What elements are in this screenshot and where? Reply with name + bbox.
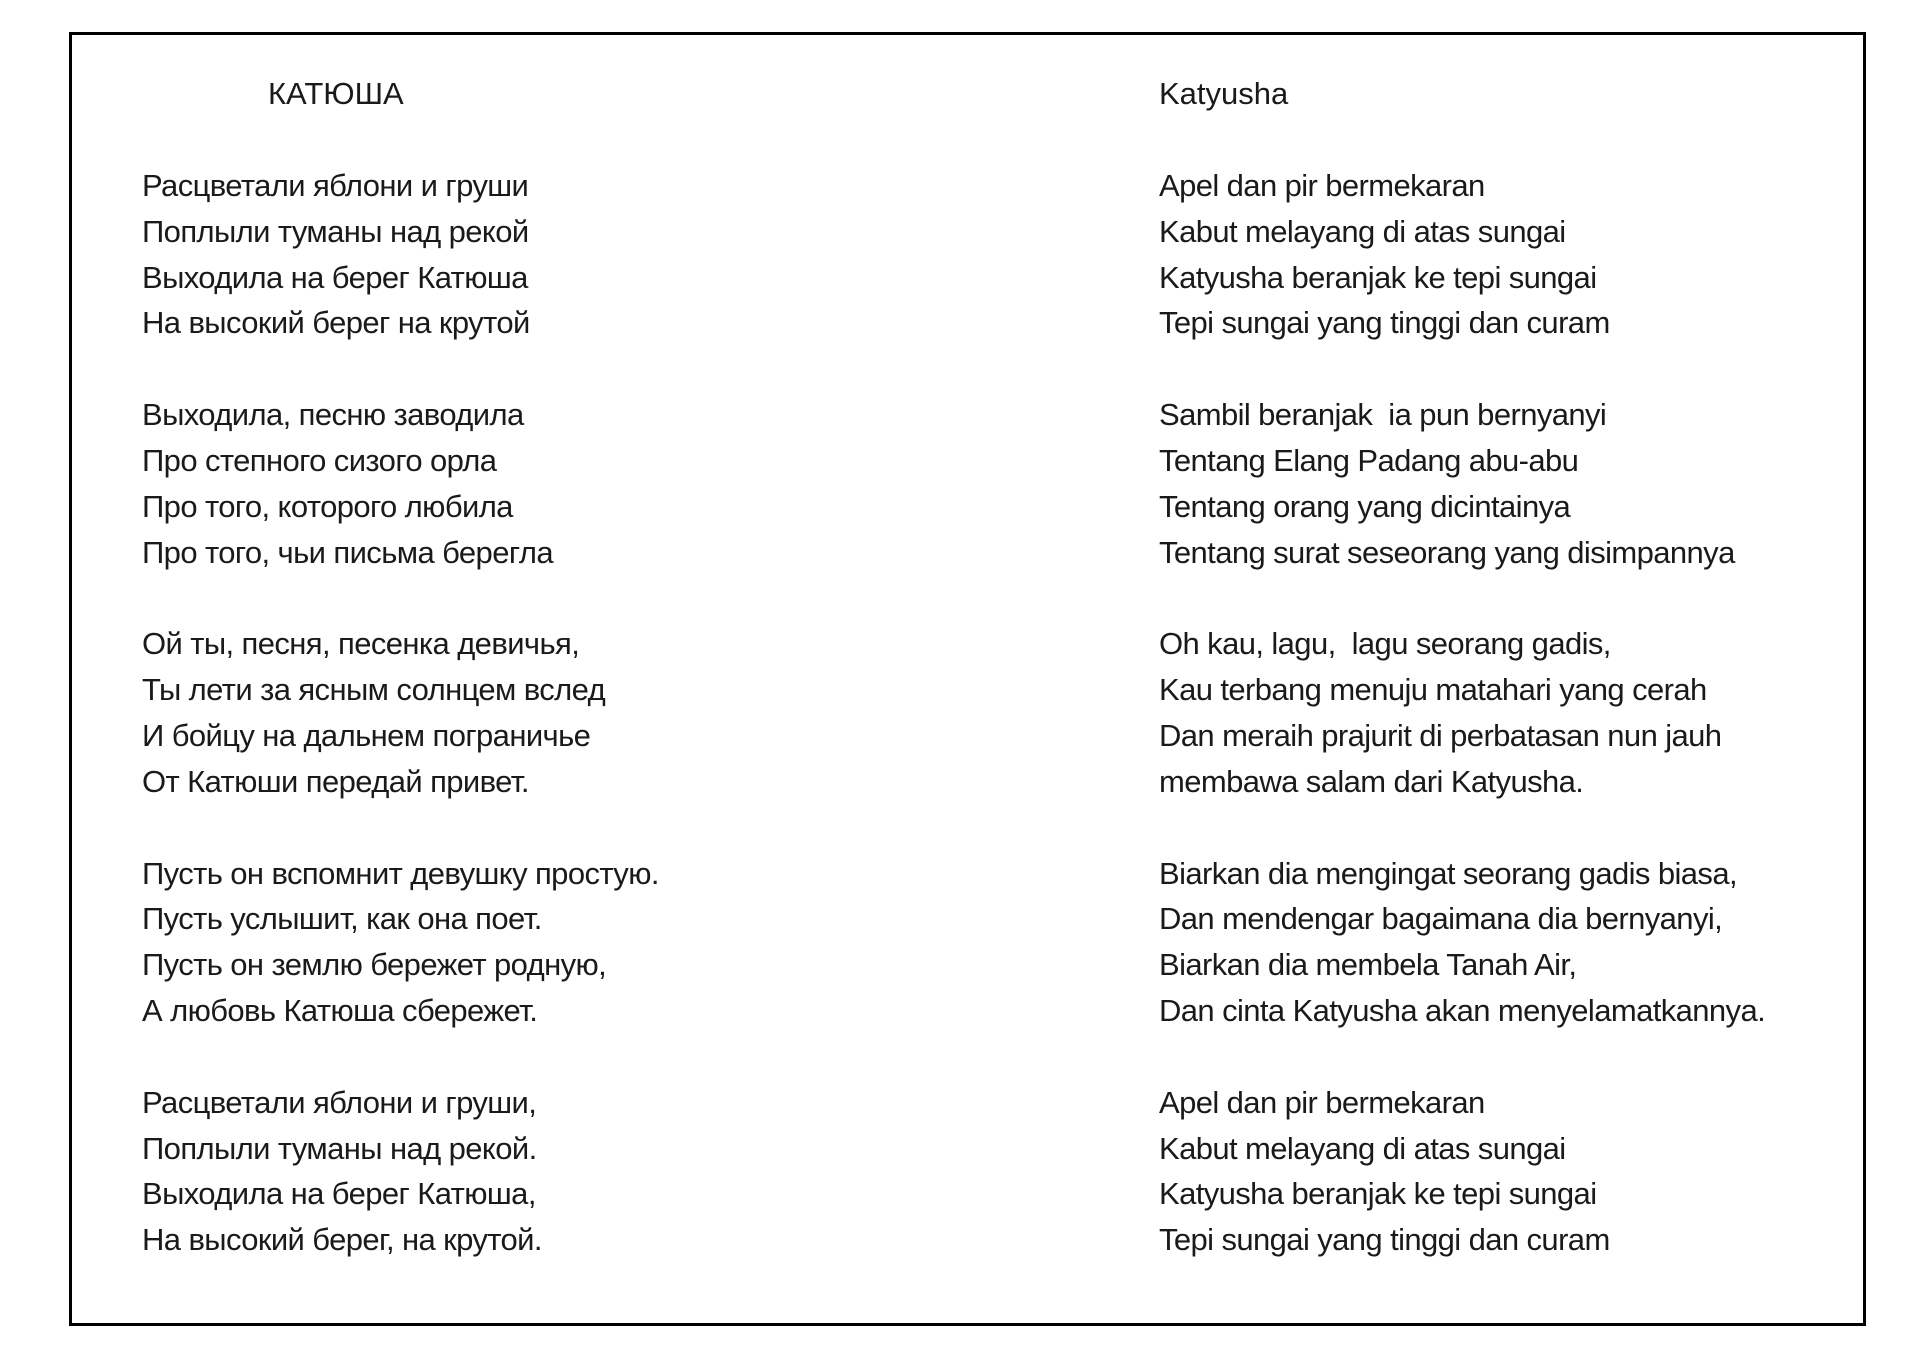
lyric-line: Пусть он вспомнит девушку простую. bbox=[142, 855, 659, 891]
lyric-line: Tepi sungai yang tinggi dan curam bbox=[1159, 1222, 1610, 1258]
stanza bbox=[1159, 163, 1765, 346]
stanza bbox=[142, 392, 659, 575]
stanza bbox=[1159, 851, 1765, 1034]
lyric-line: Dan mendengar bagaimana dia bernyanyi, bbox=[1159, 901, 1723, 937]
document-frame bbox=[69, 32, 1866, 1326]
lyric-line: Apel dan pir bermekaran bbox=[1159, 168, 1485, 203]
stanza bbox=[142, 1080, 659, 1263]
lyric-line: Biarkan dia mengingat seorang gadis biasa, bbox=[1159, 855, 1737, 891]
stanza bbox=[1159, 392, 1765, 575]
lyric-line: От Катюши передай привет. bbox=[142, 763, 529, 799]
lyric-line: Про степного сизого орла bbox=[142, 442, 497, 478]
lyric-line: Tentang surat seseorang yang disimpannya bbox=[1159, 534, 1735, 570]
lyric-line: Tentang Elang Padang abu-abu bbox=[1159, 442, 1579, 478]
lyric-line: Выходила на берег Катюша, bbox=[142, 1176, 536, 1212]
lyric-line: Пусть услышит, как она поет. bbox=[142, 901, 542, 937]
lyric-line: membawa salam dari Katyusha. bbox=[1159, 763, 1584, 799]
stanza bbox=[1159, 621, 1765, 804]
lyric-line: Oh kau, lagu, lagu seorang gadis, bbox=[1159, 626, 1611, 662]
indonesian-title: Katyusha bbox=[1159, 76, 1289, 111]
indonesian-stanzas bbox=[1159, 163, 1765, 1309]
lyric-line: Kabut melayang di atas sungai bbox=[1159, 1130, 1566, 1166]
lyric-line: Kabut melayang di atas sungai bbox=[1159, 213, 1566, 249]
russian-stanzas bbox=[142, 163, 659, 1309]
lyric-line: Biarkan dia membela Tanah Air, bbox=[1159, 947, 1577, 983]
lyric-line: Katyusha beranjak ke tepi sungai bbox=[1159, 1176, 1597, 1212]
lyric-line: Поплыли туманы над рекой bbox=[142, 213, 529, 249]
lyric-line: Katyusha beranjak ke tepi sungai bbox=[1159, 259, 1597, 295]
lyric-line: А любовь Катюша сбережет. bbox=[142, 992, 538, 1028]
lyric-line: Dan cinta Katyusha akan menyelamatkannya. bbox=[1159, 992, 1766, 1028]
lyric-line: Расцветали яблони и груши, bbox=[142, 1084, 537, 1120]
russian-title: КАТЮША bbox=[268, 76, 404, 111]
stanza bbox=[142, 621, 659, 804]
stanza bbox=[142, 851, 659, 1034]
lyric-line: Выходила, песню заводила bbox=[142, 397, 524, 433]
lyric-line: Про того, чьи письма берегла bbox=[142, 534, 553, 570]
lyric-line: Dan meraih prajurit di perbatasan nun jauh bbox=[1159, 717, 1722, 753]
lyric-line: Ты лети за ясным солнцем вслед bbox=[142, 672, 606, 708]
lyric-line: Про того, которого любила bbox=[142, 488, 513, 524]
lyric-line: На высокий берег, на крутой. bbox=[142, 1222, 542, 1258]
lyric-line: Apel dan pir bermekaran bbox=[1159, 1084, 1485, 1120]
lyric-line: Sambil beranjak ia pun bernyanyi bbox=[1159, 397, 1607, 433]
lyric-line: Ой ты, песня, песенка девичья, bbox=[142, 626, 580, 662]
lyric-line: Tepi sungai yang tinggi dan curam bbox=[1159, 305, 1610, 341]
lyric-line: И бойцу на дальнем пограничье bbox=[142, 717, 591, 753]
lyric-line: Tentang orang yang dicintainya bbox=[1159, 488, 1571, 524]
lyric-line: Расцветали яблони и груши bbox=[142, 168, 529, 203]
stanza bbox=[142, 163, 659, 346]
lyric-line: Выходила на берег Катюша bbox=[142, 259, 528, 295]
lyric-line: Поплыли туманы над рекой. bbox=[142, 1130, 537, 1166]
lyric-line: Пусть он землю бережет родную, bbox=[142, 947, 607, 983]
stanza bbox=[1159, 1080, 1765, 1263]
lyric-line: Kau terbang menuju matahari yang cerah bbox=[1159, 672, 1707, 708]
lyric-line: На высокий берег на крутой bbox=[142, 305, 530, 341]
